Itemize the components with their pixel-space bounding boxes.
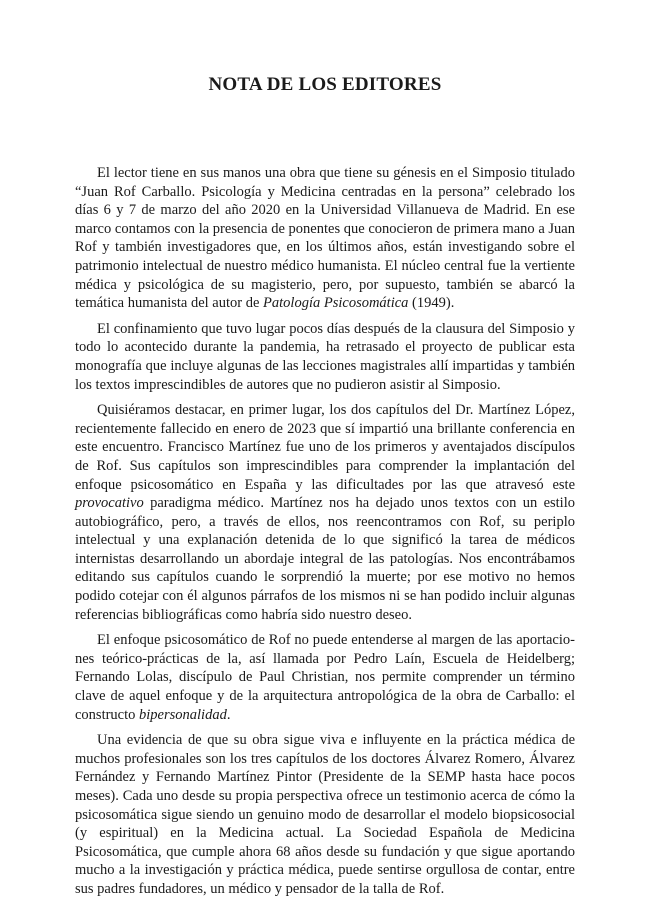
paragraph-5-text: Una evidencia de que su obra sigue viva e influyente en la práctica médica de muchos profesionales son los tres capítulos de los doctores Álvarez Romero, Álvarez Fernández y Fernando Martínez Pintor (Presidente de la SEMP hasta hace pocos meses). Cada uno desde su propia perspectiva ofrece un testimonio acerca de cómo la psicosomática sigue siendo un genuino modo de desarrollar el modelo biopsicosocial (y espiritual) en la Medicina actual. La Sociedad Española de Medicina Psicosomática, que cumple ahora 68 años desde su fundación y que sigue aportando mucho a la investigación y práctica médica, puede sentirse orgullosa de contar, entre sus padres fundadores, un médico y pensador de la talla de Rof. [75,732,575,897]
paragraph-3-text-a: Quisiéramos destacar, en primer lugar, los dos capítulos del Dr. Martínez López, recientemente fallecido en enero de 2023 que sí impartió una brillante conferencia en este encuentro. Francisco Martínez fue uno de los primeros y aventajados discípulos de Rof. Sus capítulos son imprescindibles para comprender la implantación del enfoque psicosomático en España y las dificultades por las que atravesó este [75,402,575,493]
paragraph-1 [75,164,575,313]
body-text [75,164,575,906]
paragraph-4 [75,631,575,724]
paragraph-4-text-b: . [226,706,231,723]
paragraph-2 [75,320,575,394]
paragraph-1-text-b: (1949). [408,295,455,312]
page-title: NOTA DE LOS EDITORES [208,74,442,95]
paragraph-5 [75,731,575,898]
paragraph-2-text: El confinamiento que tuvo lugar pocos días después de la clausura del Simposio y todo lo acontecido durante la pandemia, ha retrasado el proyecto de publicar esta monografía que incluye algunas de las lecciones magistrales allí impartidas y también los textos imprescindibles de autores que no pudieron asistir al Simposio. [75,320,575,393]
paragraph-1-italic-title: Patología Psicosomática [263,295,409,312]
paragraph-4-italic-term: bipersonalidad [139,706,227,723]
paragraph-3-text-b: paradigma médico. Martínez nos ha dejado unos textos con un estilo autobiográfico, pero, a través de ellos, nos reencontramos con Rof, su periplo intelectual y una explanación detenida de lo que significó la tarea de médicos internistas desarrollando un abordaje integral de las patologías. Nos encontrábamos editando sus capítulos cuando le sorprendió la muerte; por ese motivo no hemos podido cotejar con él algunos párrafos de los mismos ni se han podido incluir algunas referencias bibliográficas como habría sido nuestro deseo. [75,495,575,623]
paragraph-3 [75,401,575,624]
paragraph-3-italic-word: provocativo [75,495,144,512]
paragraph-4-text-a: El enfoque psicosomático de Rof no puede entenderse al margen de las aportaciones teórico-prácticas de la, así llamada por Pedro Laín, Escuela de Heidelberg; Fernando Lolas, discípulo de Paul Christian, nos permite comprender un término clave de aquel enfoque y de la arquitectura antropológica de la obra de Carballo: el constructo [75,632,575,723]
paragraph-1-text-a: El lector tiene en sus manos una obra que tiene su génesis en el Simposio titulado “Juan Rof Carballo. Psicología y Medicina centradas en la persona” celebrado los días 6 y 7 de marzo del año 2020 en la Universidad Villanueva de Madrid. En ese marco contamos con la presencia de ponentes que conocieron de primera mano a Juan Rof y también investigadores que, en los últimos años, están investigando sobre el patrimonio intelectual de nuestro médico humanista. El núcleo central fue la vertiente médica y psicológica de su magisterio, pero, por supuesto, también se abarcó la temática humanista del autor de [75,165,575,312]
